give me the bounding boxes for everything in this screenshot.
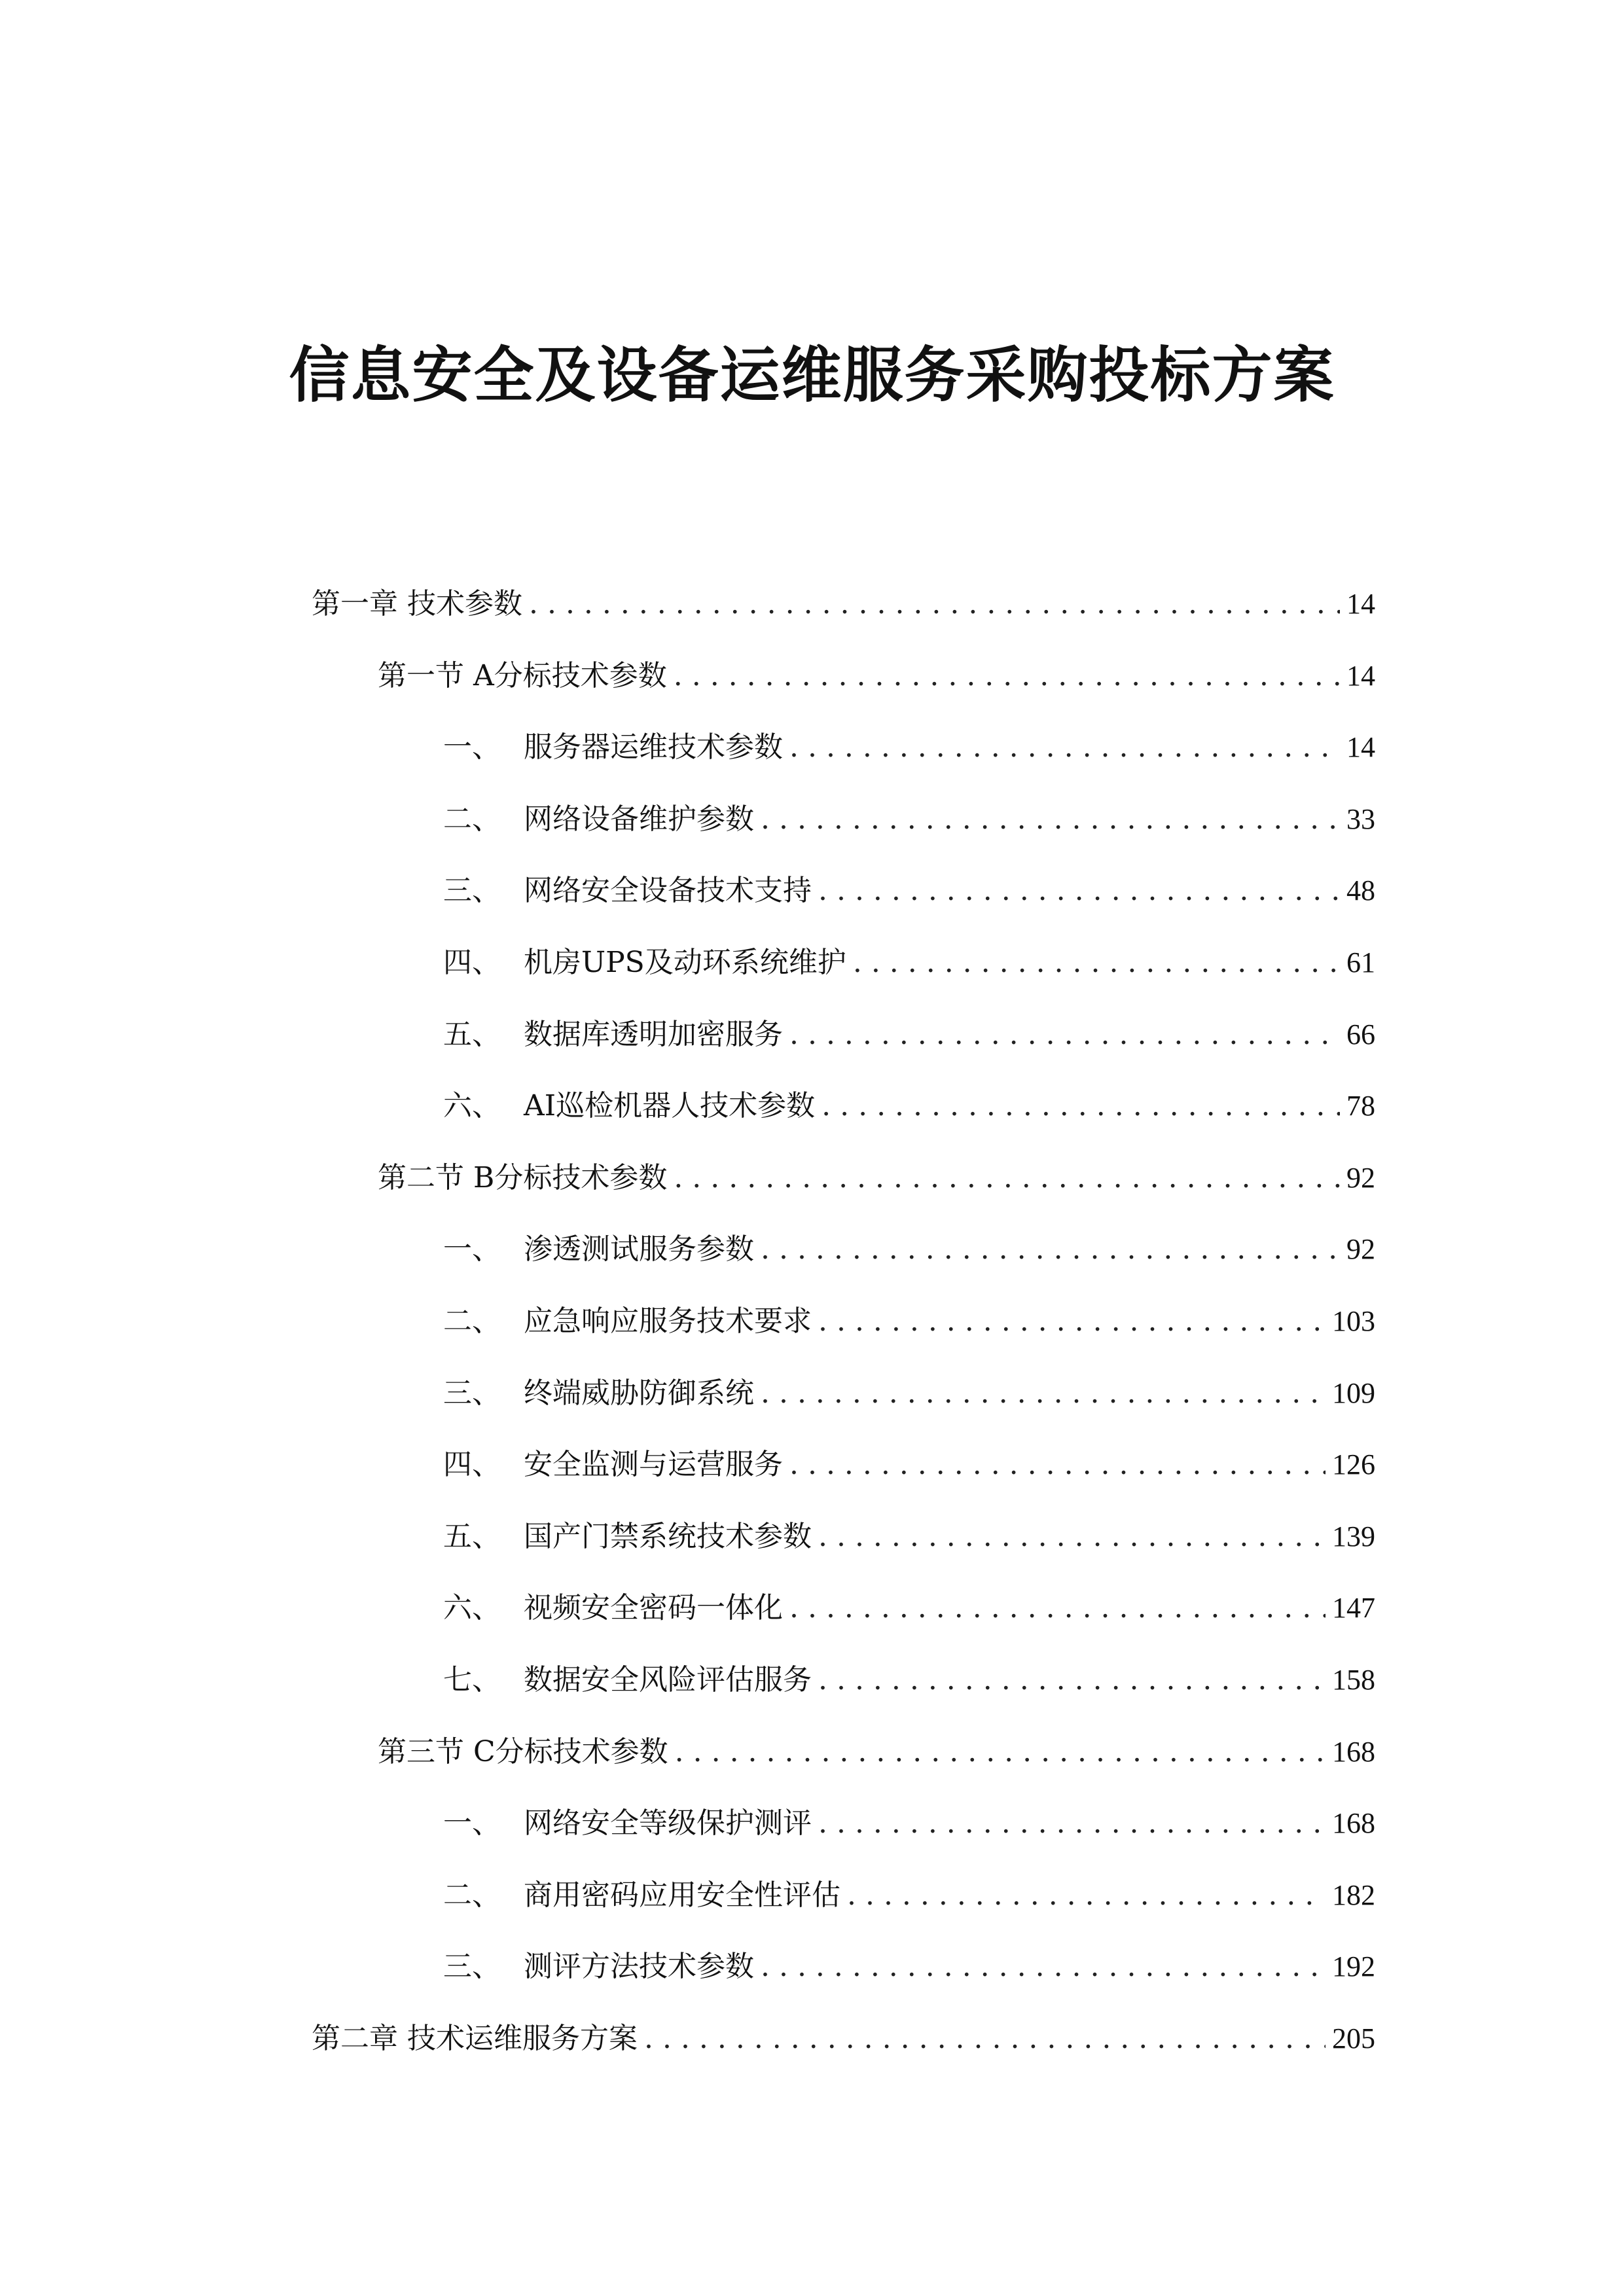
toc-entry-title: 第一节 A分标技术参数 (378, 658, 667, 692)
toc-entry-page: 14 (1346, 659, 1375, 692)
toc-entry-title: 网络安全设备技术支持 (524, 874, 812, 908)
toc-entry[interactable] (312, 1514, 1375, 1586)
dot-leader (847, 1873, 1326, 1918)
toc-entry-title: 应急响应服务技术要求 (524, 1304, 812, 1338)
toc-entry-number: 三、 (443, 874, 501, 908)
dot-leader (674, 1155, 1340, 1201)
dot-leader (818, 868, 1340, 914)
dot-leader (761, 1371, 1326, 1416)
dot-leader (853, 940, 1340, 986)
toc-entry-title: 商用密码应用安全性评估 (524, 1878, 840, 1912)
toc-entry-page: 168 (1332, 1807, 1375, 1840)
toc-entry-title: 服务器运维技术参数 (524, 730, 783, 764)
toc-entry[interactable] (312, 1585, 1375, 1657)
dot-leader (675, 1729, 1326, 1775)
toc-entry-page: 92 (1346, 1233, 1375, 1266)
toc-entry[interactable] (312, 1801, 1375, 1873)
toc-entry-title: 测评方法技术参数 (524, 1950, 754, 1984)
toc-entry-number: 三、 (443, 1376, 501, 1410)
toc-entry[interactable] (312, 581, 1375, 653)
toc-entry-number: 四、 (443, 945, 501, 979)
toc-entry-number: 一、 (443, 730, 501, 764)
toc-entry-number: 七、 (443, 1662, 501, 1696)
toc-entry-number: 六、 (443, 1089, 501, 1123)
toc-entry[interactable] (312, 797, 1375, 869)
dot-leader (789, 1442, 1326, 1488)
toc-entry-page: 48 (1346, 874, 1375, 907)
toc-entry-number: 四、 (443, 1448, 501, 1482)
toc-entry[interactable] (312, 940, 1375, 1012)
toc-entry-title: AI巡检机器人技术参数 (524, 1089, 816, 1123)
toc-entry[interactable] (312, 1083, 1375, 1155)
dot-leader (761, 797, 1340, 842)
toc-entry[interactable] (312, 1012, 1375, 1084)
toc-entry-title: 视频安全密码一体化 (524, 1591, 783, 1625)
toc-entry[interactable] (312, 1944, 1375, 2016)
toc-entry[interactable] (312, 1371, 1375, 1443)
table-of-contents (312, 581, 1375, 2087)
toc-entry-number: 五、 (443, 1519, 501, 1553)
toc-entry-page: 158 (1332, 1663, 1375, 1696)
toc-entry-number: 二、 (443, 1878, 501, 1912)
dot-leader (789, 1585, 1326, 1631)
toc-entry-number: 一、 (443, 1806, 501, 1840)
dot-leader (818, 1514, 1326, 1560)
toc-entry-page: 182 (1332, 1878, 1375, 1911)
toc-entry-page: 61 (1346, 946, 1375, 978)
dot-leader (761, 1944, 1326, 1990)
toc-entry-title: 国产门禁系统技术参数 (524, 1519, 812, 1553)
toc-entry-title: 安全监测与运营服务 (524, 1448, 783, 1482)
toc-entry-title: 第三节 C分标技术参数 (378, 1734, 668, 1768)
toc-entry-page: 66 (1346, 1018, 1375, 1050)
toc-entry-number: 一、 (443, 1232, 501, 1266)
toc-entry-number: 五、 (443, 1017, 501, 1051)
toc-entry-page: 205 (1332, 2022, 1375, 2054)
toc-entry-title: 数据安全风险评估服务 (524, 1662, 812, 1696)
toc-entry-page: 33 (1346, 802, 1375, 835)
toc-entry[interactable] (312, 1442, 1375, 1514)
dot-leader (818, 1657, 1326, 1703)
toc-entry-number: 二、 (443, 802, 501, 836)
toc-entry-title: 渗透测试服务参数 (524, 1232, 754, 1266)
toc-entry-title: 网络设备维护参数 (524, 802, 754, 836)
toc-entry-title: 机房UPS及动环系统维护 (524, 945, 846, 979)
toc-entry-page: 126 (1332, 1448, 1375, 1481)
toc-entry-page: 14 (1346, 588, 1375, 620)
toc-entry[interactable] (312, 725, 1375, 797)
toc-entry-title: 第二章 技术运维服务方案 (312, 2021, 638, 2055)
toc-entry-page: 168 (1332, 1735, 1375, 1768)
toc-entry[interactable] (312, 1299, 1375, 1371)
dot-leader (821, 1083, 1340, 1129)
toc-entry-number: 六、 (443, 1591, 501, 1625)
toc-entry-page: 14 (1346, 731, 1375, 764)
toc-entry-number: 二、 (443, 1304, 501, 1338)
dot-leader (674, 653, 1340, 699)
toc-entry-page: 139 (1332, 1520, 1375, 1552)
toc-entry-title: 数据库透明加密服务 (524, 1017, 783, 1051)
dot-leader (818, 1299, 1326, 1344)
toc-entry-page: 92 (1346, 1161, 1375, 1194)
toc-entry[interactable] (312, 868, 1375, 940)
document-title: 信息安全及设备运维服务采购投标方案 (289, 340, 1335, 410)
toc-entry-page: 192 (1332, 1950, 1375, 1983)
toc-entry[interactable] (312, 1227, 1375, 1299)
dot-leader (818, 1801, 1326, 1846)
toc-entry-title: 第一章 技术参数 (312, 587, 522, 620)
toc-entry[interactable] (312, 1729, 1375, 1801)
toc-entry-page: 103 (1332, 1304, 1375, 1337)
dot-leader (789, 725, 1340, 770)
toc-entry[interactable] (312, 2016, 1375, 2088)
toc-entry-title: 第二节 B分标技术参数 (378, 1160, 668, 1194)
dot-leader (529, 581, 1340, 627)
toc-entry[interactable] (312, 1873, 1375, 1945)
toc-entry-page: 109 (1332, 1376, 1375, 1409)
dot-leader (644, 2016, 1326, 2062)
toc-entry-title: 网络安全等级保护测评 (524, 1806, 812, 1840)
toc-entry-title: 终端威胁防御系统 (524, 1376, 754, 1410)
toc-entry-page: 147 (1332, 1592, 1375, 1624)
toc-entry[interactable] (312, 1657, 1375, 1729)
toc-entry[interactable] (312, 653, 1375, 725)
dot-leader (761, 1227, 1340, 1272)
toc-entry[interactable] (312, 1155, 1375, 1227)
toc-entry-page: 78 (1346, 1090, 1375, 1122)
toc-entry-number: 三、 (443, 1950, 501, 1984)
dot-leader (789, 1012, 1340, 1058)
